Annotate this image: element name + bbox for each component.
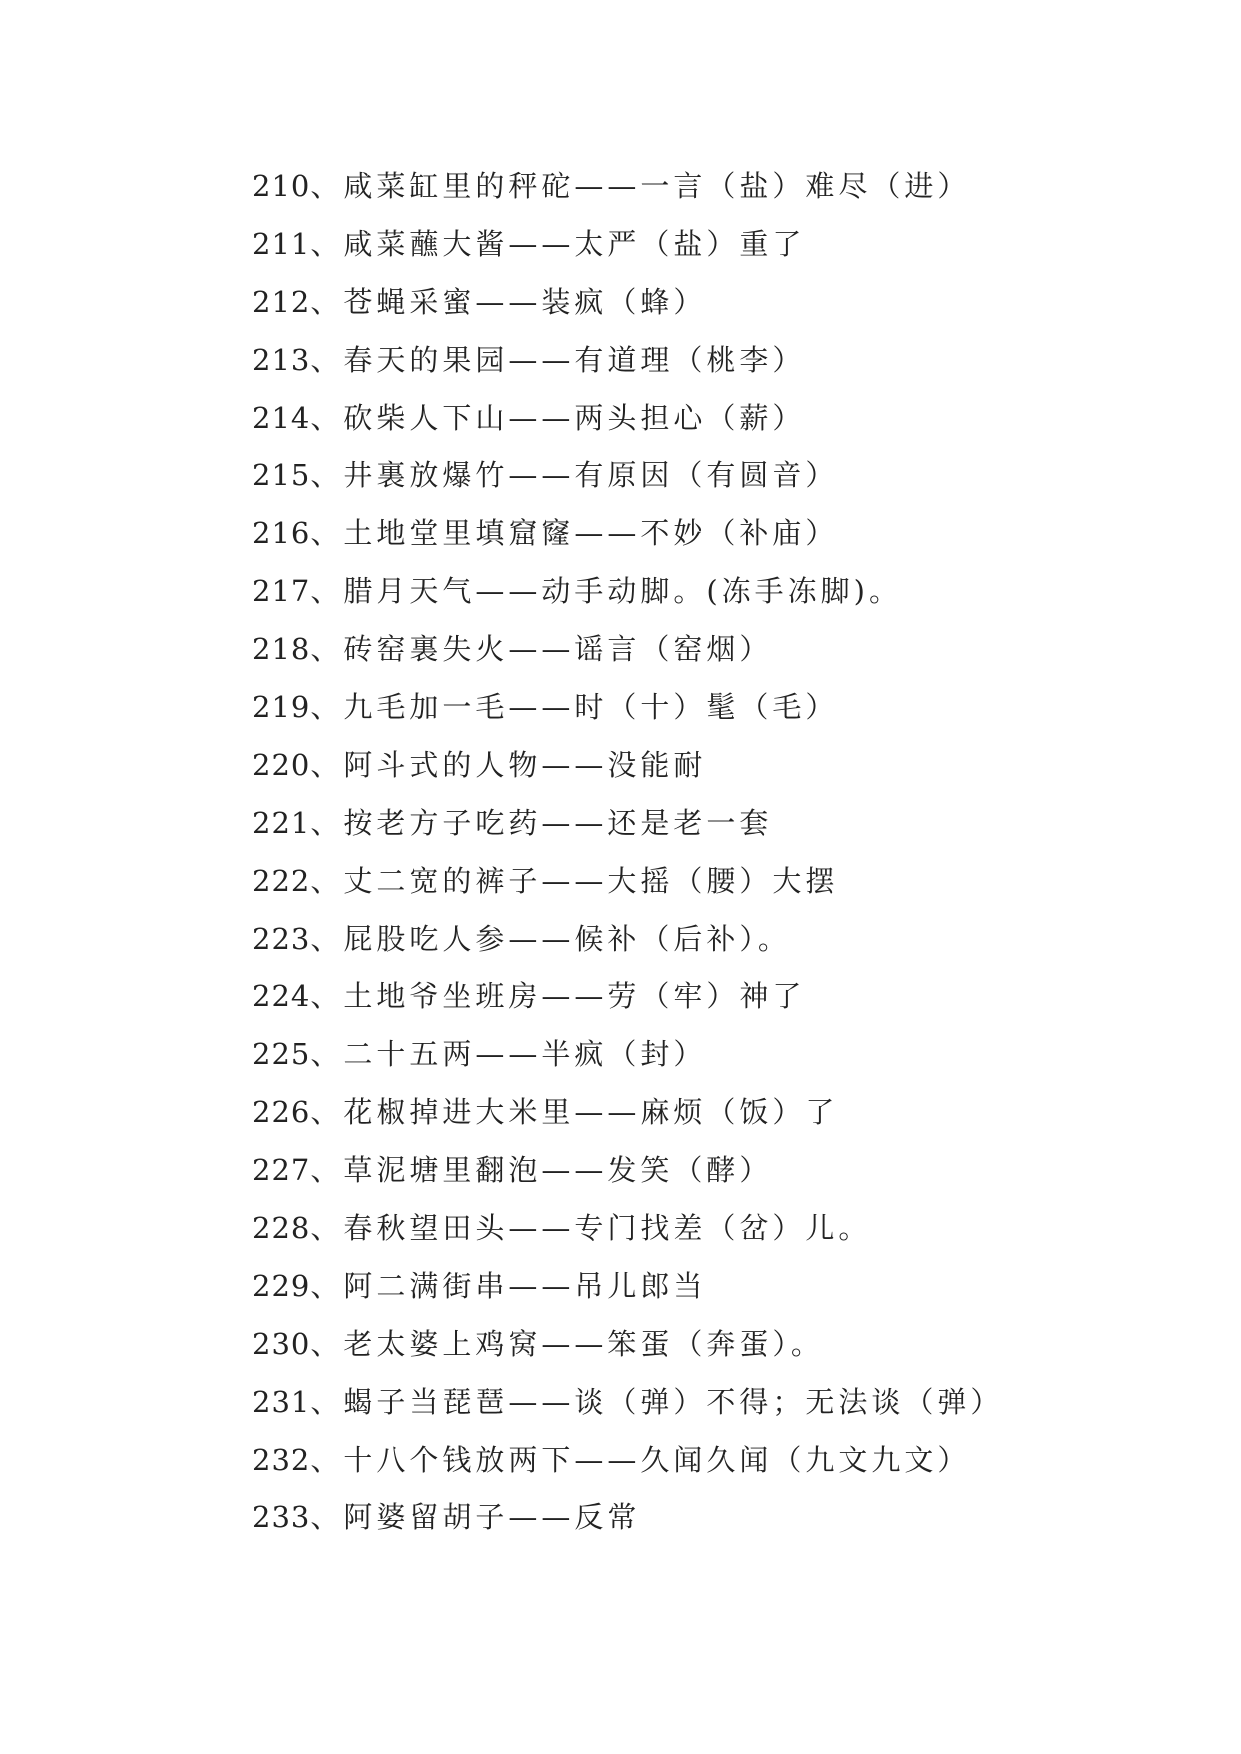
item-text: 、九毛加一毛——时（十）髦（毛） [310, 690, 839, 725]
list-item [252, 853, 1152, 911]
item-text: 、花椒掉进大米里——麻烦（饭）了 [310, 1095, 839, 1130]
item-text: 、阿二满街串——吊儿郎当 [310, 1268, 707, 1303]
item-text: 、阿婆留胡子——反常 [310, 1500, 641, 1535]
item-number: 223 [252, 921, 311, 956]
list-item [252, 1026, 1152, 1084]
item-number: 219 [252, 690, 311, 725]
item-number: 217 [252, 574, 311, 609]
list-item [252, 968, 1152, 1026]
item-text: 、草泥塘里翻泡——发笑（酵） [310, 1153, 773, 1188]
list-item [252, 332, 1152, 390]
list-item [252, 911, 1152, 969]
item-number: 232 [252, 1442, 311, 1477]
item-text: 、砍柴人下山——两头担心（薪） [310, 400, 806, 435]
list-item [252, 390, 1152, 448]
item-number: 222 [252, 863, 311, 898]
item-number: 224 [252, 979, 311, 1014]
item-text: 、井裏放爆竹——有原因（有圆音） [310, 458, 839, 493]
list-item [252, 1258, 1152, 1316]
item-number: 221 [252, 805, 311, 840]
item-number: 228 [252, 1211, 311, 1246]
item-text: 、苍蝇采蜜——装疯（蜂） [310, 284, 707, 319]
item-text: 、按老方子吃药——还是老一套 [310, 805, 773, 840]
list-item [252, 1374, 1152, 1432]
list-item [252, 1142, 1152, 1200]
list-item [252, 158, 1152, 216]
item-number: 233 [252, 1500, 311, 1535]
item-number: 216 [252, 516, 311, 551]
item-text: 、十八个钱放两下——久闻久闻（九文九文） [310, 1442, 971, 1477]
list-item [252, 1316, 1152, 1374]
item-number: 225 [252, 1037, 311, 1072]
item-number: 227 [252, 1153, 311, 1188]
item-text: 、老太婆上鸡窝——笨蛋（奔蛋）。 [310, 1326, 824, 1361]
item-text: 、咸菜蘸大酱——太严（盐）重了 [310, 226, 806, 261]
list-item [252, 274, 1152, 332]
item-text: 、春天的果园——有道理（桃李） [310, 342, 806, 377]
list-item [252, 795, 1152, 853]
item-text: 、土地爷坐班房——劳（牢）神了 [310, 979, 806, 1014]
item-text: 、丈二宽的裤子——大摇（腰）大摆 [310, 863, 839, 898]
item-number: 212 [252, 284, 311, 319]
list-item [252, 563, 1152, 621]
item-number: 211 [252, 226, 311, 261]
list-item [252, 1200, 1152, 1258]
item-number: 229 [252, 1268, 311, 1303]
item-number: 231 [252, 1384, 311, 1419]
item-text: 、阿斗式的人物——没能耐 [310, 747, 707, 782]
list-item [252, 621, 1152, 679]
item-number: 220 [252, 747, 311, 782]
xiehouyu-list [252, 158, 1152, 1547]
item-number: 230 [252, 1326, 311, 1361]
item-text: 、砖窑裏失火——谣言（窑烟） [310, 632, 773, 667]
item-text: 、二十五两——半疯（封） [310, 1037, 707, 1072]
item-number: 213 [252, 342, 311, 377]
item-number: 210 [252, 169, 311, 203]
list-item [252, 737, 1152, 795]
item-number: 214 [252, 400, 311, 435]
item-text: 、腊月天气——动手动脚。(冻手冻脚)。 [310, 574, 902, 609]
item-text: 、屁股吃人参——候补（后补）。 [310, 921, 791, 956]
list-item [252, 216, 1152, 274]
list-item [252, 1489, 1152, 1547]
item-text: 、春秋望田头——专门找差（岔）儿。 [310, 1211, 872, 1246]
item-number: 226 [252, 1095, 311, 1130]
item-text: 、蝎子当琵琶——谈（弹）不得；无法谈（弹） [310, 1384, 1004, 1419]
list-item [252, 1084, 1152, 1142]
list-item [252, 447, 1152, 505]
item-text: 、咸菜缸里的秤砣——一言（盐）难尽（进） [310, 169, 971, 203]
list-item [252, 1432, 1152, 1490]
list-item [252, 679, 1152, 737]
item-number: 215 [252, 458, 311, 493]
item-text: 、土地堂里填窟窿——不妙（补庙） [310, 516, 839, 551]
list-item [252, 505, 1152, 563]
item-number: 218 [252, 632, 311, 667]
